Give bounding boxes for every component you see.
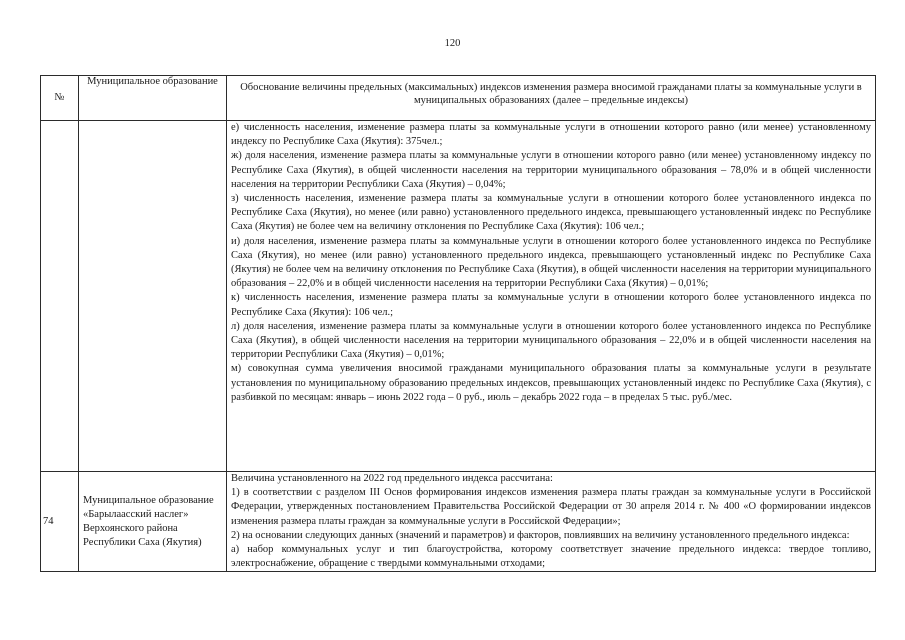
column-header-justification: Обоснование величины предельных (максимальных) индексов изменения размера вносимой гражданами платы за коммунальные услуги в муниципальных образованиях (далее – предельные индексы): [227, 76, 876, 121]
justification-cell: [227, 121, 876, 472]
justification-paragraph: м) совокупная сумма увеличения вносимой гражданами муниципального образования платы за коммунальные услуги в результате установления по муниципальному образованию предельных индексов, превышающих установленный индекс по Республике Саха (Якутия), с разбивкой по месяцам: январь – июнь 2022 года – 0 руб., июль – декабрь 2022 года – в пределах 5 тыс. руб./мес.: [231, 363, 871, 403]
justification-paragraph: е) численность населения, изменение размера платы за коммунальные услуги в отношении которого равно (или менее) установленному индексу по Республике Саха (Якутия): 375чел.;: [231, 122, 871, 148]
justification-paragraph: л) доля населения, изменение размера платы за коммунальные услуги в отношении которого более установленного индекса по Республике Саха (Якутия), в общей численности населения на территории муниципального образования – 22,0% и в общей численности населения на территории Республики Саха (Якутия) – 0,01%;: [231, 320, 871, 361]
justification-paragraph: Величина установленного на 2022 год предельного индекса рассчитана:: [231, 473, 553, 484]
municipality-cell: [79, 121, 227, 472]
table-row: [41, 472, 876, 572]
justification-paragraph: ж) доля населения, изменение размера платы за коммунальные услуги в отношении которого равно (или менее) установленному индексу по Республике Саха (Якутия), в общей численности населения на территории муниципального образования – 78,0% и в общей численности населения на территории Республики Саха (Якутия) – 0,04%;: [231, 150, 871, 190]
table-row: [41, 121, 876, 472]
justification-paragraph: а) набор коммунальных услуг и тип благоустройства, которому соответствует значение предельного индекса: твердое топливо, электроснабжение, обращение с твердыми коммунальными отходами;: [231, 544, 871, 570]
justification-paragraph: з) численность населения, изменение размера платы за коммунальные услуги в отношении которого более установленного индекса по Республике Саха (Якутия), но менее (или равно) установленного предельного индекса, превышающего установленный индекс по Республике Саха (Якутия) не более чем на величину отклонения по Республике Саха (Якутия): 106 чел.;: [231, 193, 871, 233]
justification-cell: [227, 472, 876, 572]
page-number: 120: [444, 38, 461, 49]
justification-paragraph: 2) на основании следующих данных (значений и параметров) и факторов, повлиявших на величину установленного предельного индекса:: [231, 529, 850, 541]
municipality-cell: Муниципальное образование «Барылаасский наслег» Верхоянского района Республики Саха (Якутия): [79, 472, 227, 572]
justification-paragraph: к) численность населения, изменение размера платы за коммунальные услуги в отношении которого более установленного индекса по Республике Саха (Якутия): 106 чел.;: [231, 292, 871, 318]
justification-paragraph: и) доля населения, изменение размера платы за коммунальные услуги в отношении которого более установленного индекса по Республике Саха (Якутия), но менее (или равно) установленного предельного индекса, превышающего установленный индекс по Республике Саха (Якутия) не более чем на величину отклонения по Республике Саха (Якутия), в общей численности населения на территории муниципального образования – 22,0% и в общей численности населения на территории Республики Саха (Якутия) – 0,01%;: [231, 235, 871, 290]
column-header-municipality: Муниципальное образование: [79, 76, 227, 121]
row-number-cell: [41, 121, 79, 472]
justification-paragraph: 1) в соответствии с разделом III Основ формирования индексов изменения размера платы граждан за коммунальные услуги в Российской Федерации, утвержденных постановлением Правительства Российской Федерации от 30 апреля 2014 г. № 400 «О формировании индексов изменения размера платы граждан за коммунальные услуги в Российской Федерации»;: [231, 487, 871, 527]
row-number-cell: 74: [41, 472, 79, 572]
indices-table: [40, 75, 876, 572]
table-header-row: [41, 76, 876, 121]
column-header-number: №: [41, 76, 79, 121]
